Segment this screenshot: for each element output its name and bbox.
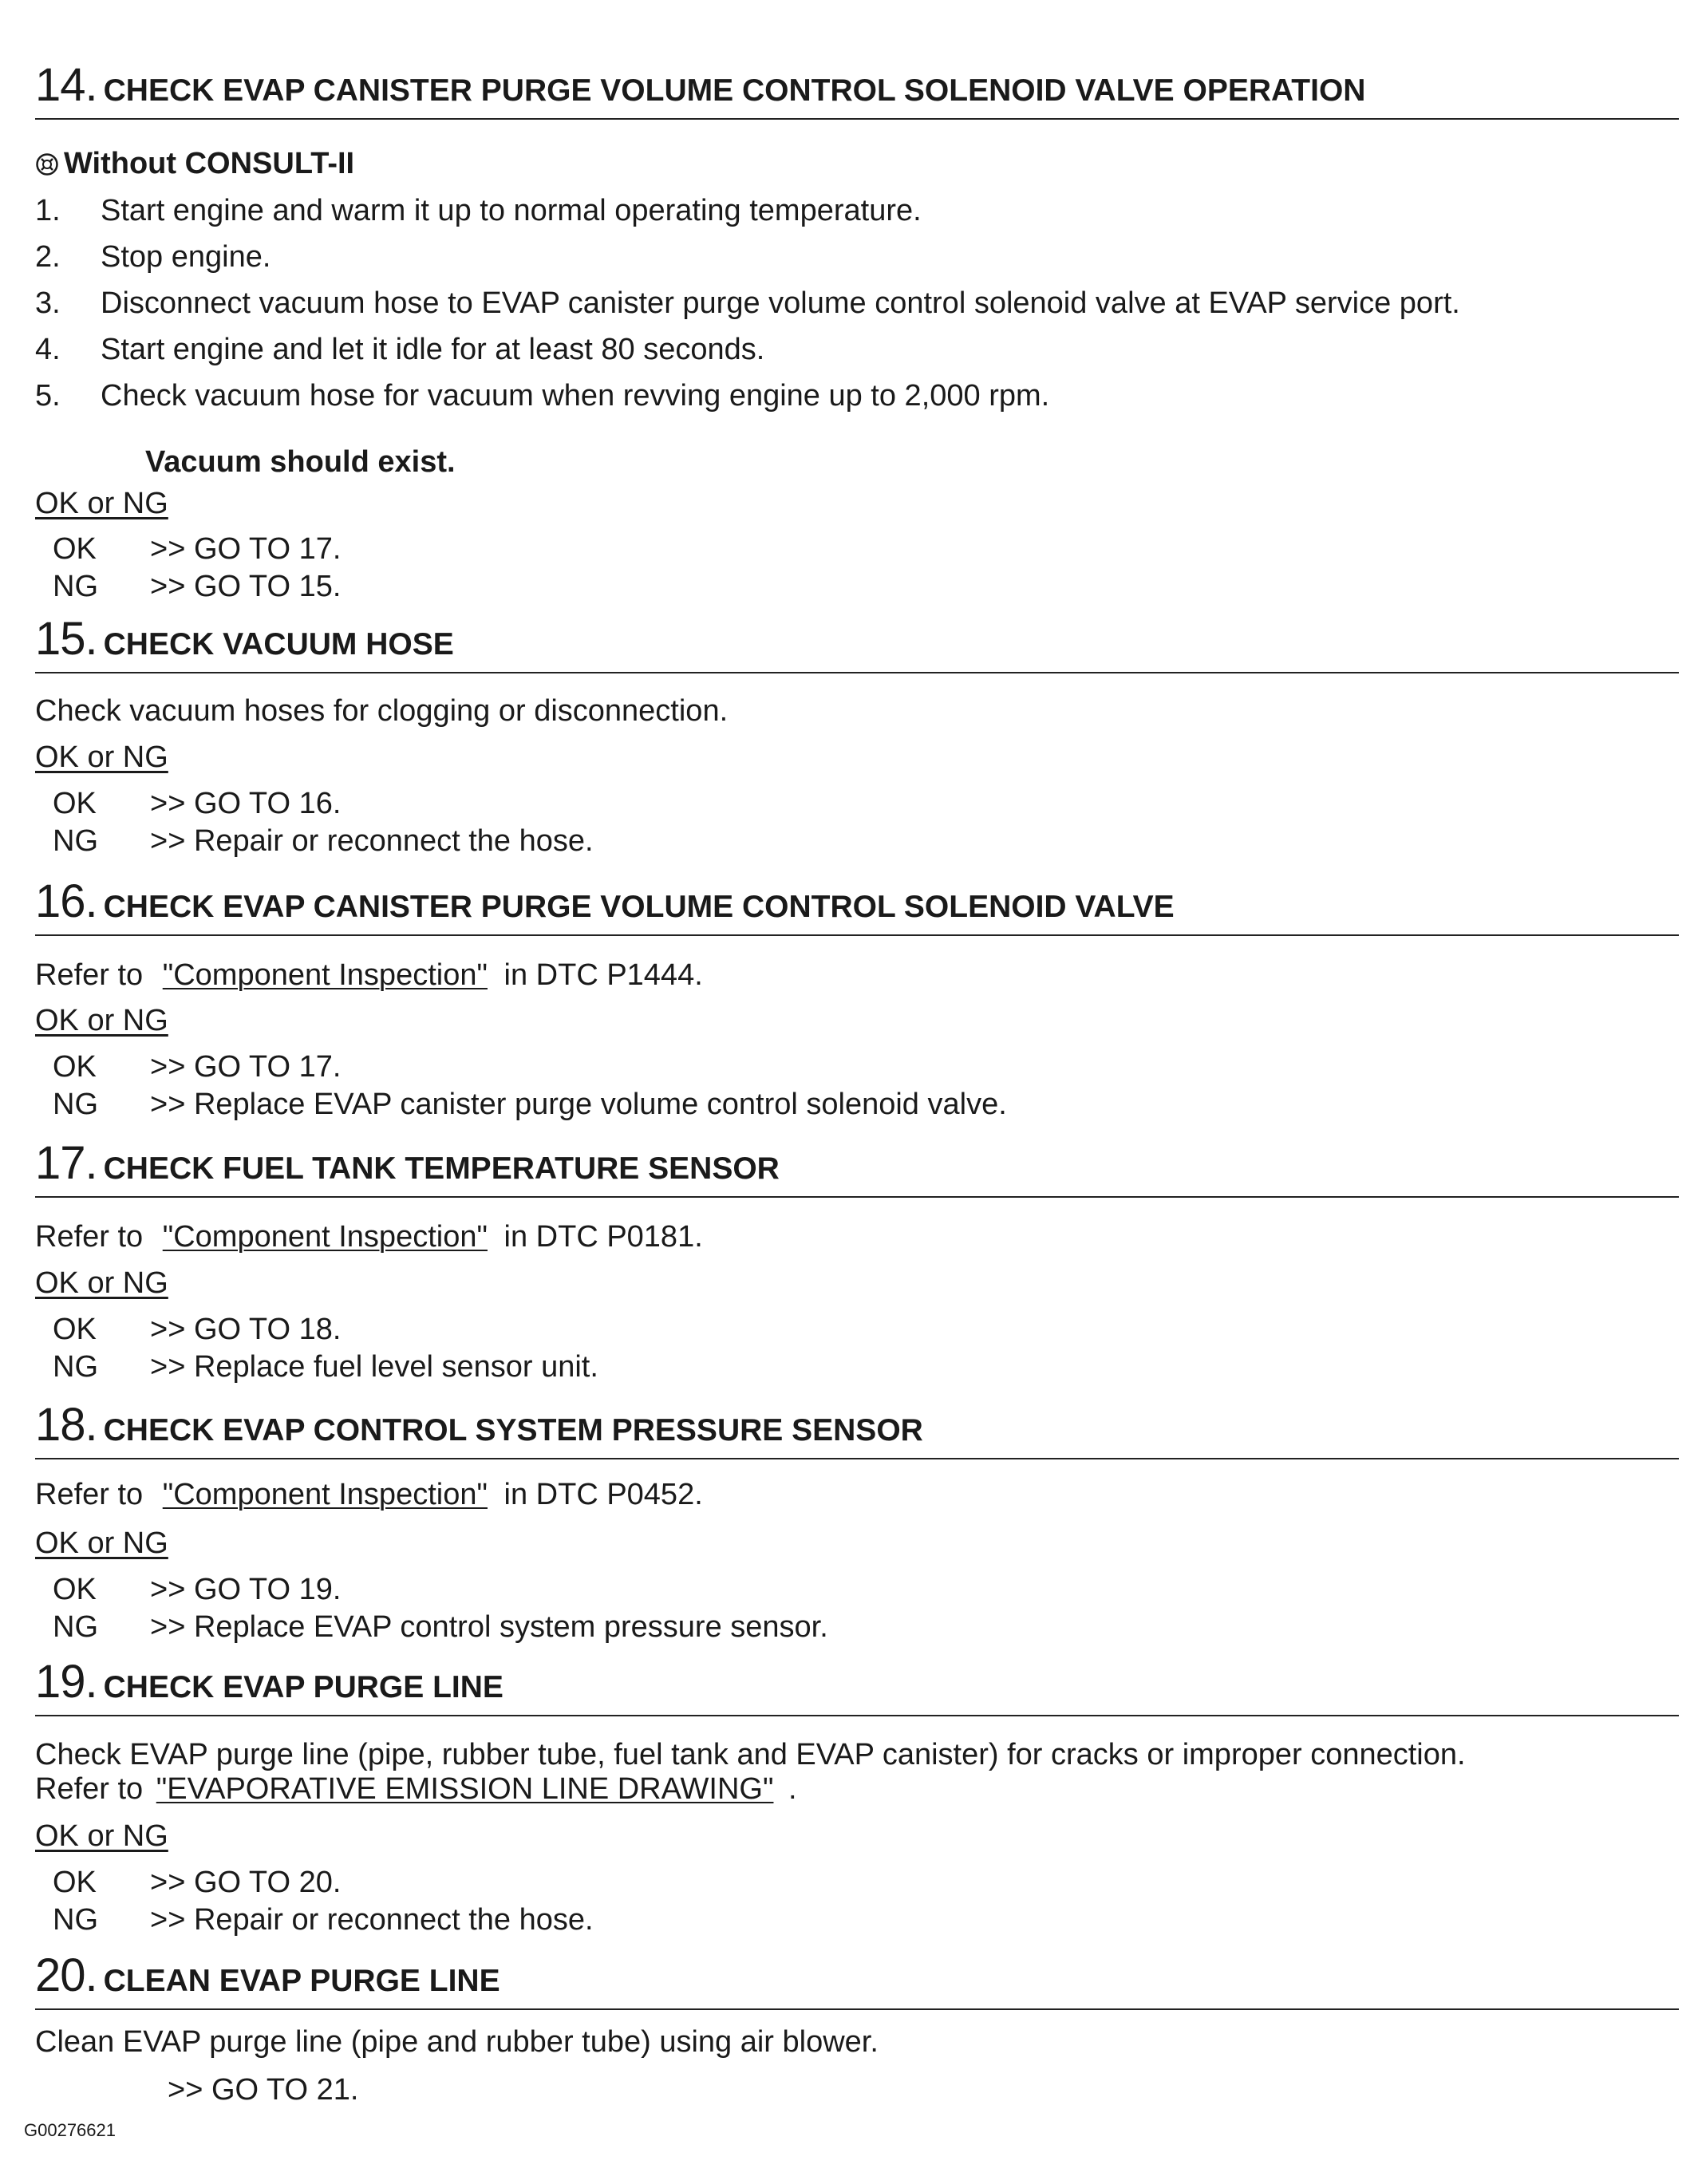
step-18 bbox=[35, 1399, 1679, 1459]
result-text: >> GO TO 18. bbox=[150, 1313, 342, 1346]
refer-suffix: in DTC P0181. bbox=[503, 1220, 703, 1254]
step-number: 17. bbox=[35, 1137, 97, 1189]
divider bbox=[35, 1458, 1679, 1459]
refer-line bbox=[35, 1222, 703, 1252]
component-inspection-link[interactable]: "Component Inspection" bbox=[162, 1478, 488, 1511]
ok-ng-label: OK or NG bbox=[35, 1819, 168, 1853]
step-19 bbox=[35, 1656, 1679, 1716]
ok-ng-label: OK or NG bbox=[35, 487, 168, 520]
step-header bbox=[35, 1656, 1679, 1708]
result-code: OK bbox=[53, 787, 97, 820]
step-title: CHECK EVAP CONTROL SYSTEM PRESSURE SENSOR bbox=[103, 1413, 923, 1447]
result-code: NG bbox=[53, 570, 98, 603]
step-15 bbox=[35, 613, 1679, 673]
component-inspection-link[interactable]: "Component Inspection" bbox=[162, 1220, 488, 1254]
step-16 bbox=[35, 875, 1679, 936]
refer-line bbox=[35, 1479, 703, 1510]
divider bbox=[35, 1715, 1679, 1716]
result-code: OK bbox=[53, 1866, 97, 1899]
ok-ng-label: OK or NG bbox=[35, 1526, 168, 1560]
result-ng bbox=[35, 1905, 594, 1935]
step-header bbox=[35, 59, 1679, 111]
step-header bbox=[35, 613, 1679, 665]
list-text: Stop engine. bbox=[101, 240, 271, 274]
result-code: OK bbox=[53, 1050, 97, 1084]
step-20 bbox=[35, 1949, 1679, 2010]
list-number: 1. bbox=[35, 194, 61, 227]
divider bbox=[35, 2008, 1679, 2010]
refer-prefix: Refer to bbox=[35, 1772, 144, 1806]
step-title: CHECK FUEL TANK TEMPERATURE SENSOR bbox=[103, 1151, 780, 1186]
body-text: Check EVAP purge line (pipe, rubber tube, fuel tank and EVAP canister) for cracks or improper connection. bbox=[35, 1738, 1466, 1771]
body-text: Check vacuum hoses for clogging or disconnection. bbox=[35, 694, 729, 728]
divider bbox=[35, 672, 1679, 673]
list-item bbox=[35, 195, 922, 226]
step-header bbox=[35, 1399, 1679, 1451]
body-text: Clean EVAP purge line (pipe and rubber tube) using air blower. bbox=[35, 2025, 879, 2059]
refer-line bbox=[35, 960, 703, 990]
list-text: Disconnect vacuum hose to EVAP canister purge volume control solenoid valve at EVAP service port. bbox=[101, 286, 1460, 320]
refer-prefix: Refer to bbox=[35, 1478, 144, 1511]
step-title: CHECK VACUUM HOSE bbox=[103, 627, 454, 662]
result-text: >> Repair or reconnect the hose. bbox=[150, 824, 594, 858]
next-step: >> GO TO 21. bbox=[168, 2073, 359, 2107]
result-code: NG bbox=[53, 1903, 98, 1937]
result-ng bbox=[35, 1089, 1007, 1120]
evaporative-emission-line-drawing-link[interactable]: "EVAPORATIVE EMISSION LINE DRAWING" bbox=[156, 1772, 774, 1806]
divider bbox=[35, 1196, 1679, 1198]
result-code: NG bbox=[53, 1350, 98, 1384]
result-code: NG bbox=[53, 824, 98, 858]
result-ng bbox=[35, 1352, 598, 1382]
result-ok bbox=[35, 534, 341, 564]
result-text: >> GO TO 20. bbox=[150, 1866, 342, 1899]
result-text: >> GO TO 16. bbox=[150, 787, 342, 820]
result-ng bbox=[35, 1612, 828, 1642]
refer-prefix: Refer to bbox=[35, 1220, 144, 1254]
result-code: NG bbox=[53, 1610, 98, 1644]
result-ok bbox=[35, 1574, 341, 1605]
result-ng bbox=[35, 826, 594, 856]
refer-prefix: Refer to bbox=[35, 958, 144, 992]
divider bbox=[35, 934, 1679, 936]
step-number: 15. bbox=[35, 613, 97, 665]
result-text: >> Replace EVAP canister purge volume control solenoid valve. bbox=[150, 1088, 1007, 1121]
ok-ng-label: OK or NG bbox=[35, 1266, 168, 1300]
step-title: CHECK EVAP CANISTER PURGE VOLUME CONTROL SOLENOID VALVE bbox=[103, 890, 1175, 924]
step-number: 19. bbox=[35, 1656, 97, 1708]
step-number: 18. bbox=[35, 1399, 97, 1451]
refer-suffix: in DTC P1444. bbox=[503, 958, 703, 992]
result-ok bbox=[35, 788, 341, 819]
list-item bbox=[35, 288, 1460, 318]
list-number: 4. bbox=[35, 333, 61, 366]
result-ok bbox=[35, 1314, 341, 1345]
list-item bbox=[35, 381, 1049, 411]
step-number: 14. bbox=[35, 59, 97, 111]
list-text: Start engine and let it idle for at least 80 seconds. bbox=[101, 333, 765, 366]
refer-line bbox=[35, 1774, 797, 1804]
result-code: OK bbox=[53, 1573, 97, 1606]
subheading-without-consult bbox=[35, 148, 354, 179]
step-14 bbox=[35, 59, 1679, 120]
result-text: >> GO TO 19. bbox=[150, 1573, 342, 1606]
step-title: CHECK EVAP PURGE LINE bbox=[103, 1670, 503, 1704]
result-ok bbox=[35, 1867, 341, 1898]
list-item bbox=[35, 334, 764, 365]
divider bbox=[35, 118, 1679, 120]
result-text: >> Replace EVAP control system pressure sensor. bbox=[150, 1610, 828, 1644]
ok-ng-label: OK or NG bbox=[35, 1004, 168, 1037]
list-text: Check vacuum hose for vacuum when revving engine up to 2,000 rpm. bbox=[101, 379, 1050, 413]
list-number: 5. bbox=[35, 379, 61, 413]
step-title: CHECK EVAP CANISTER PURGE VOLUME CONTROL SOLENOID VALVE OPERATION bbox=[103, 73, 1366, 108]
step-title: CLEAN EVAP PURGE LINE bbox=[103, 1964, 500, 1998]
result-code: OK bbox=[53, 1313, 97, 1346]
spec-text: Vacuum should exist. bbox=[145, 445, 456, 479]
list-number: 2. bbox=[35, 240, 61, 274]
step-header bbox=[35, 1949, 1679, 2001]
refer-suffix: . bbox=[788, 1772, 797, 1806]
ok-ng-label: OK or NG bbox=[35, 741, 168, 774]
result-text: >> GO TO 15. bbox=[150, 570, 342, 603]
result-text: >> Repair or reconnect the hose. bbox=[150, 1903, 594, 1937]
result-code: NG bbox=[53, 1088, 98, 1121]
step-header bbox=[35, 1137, 1679, 1189]
result-ng bbox=[35, 571, 341, 602]
step-number: 20. bbox=[35, 1949, 97, 2001]
result-text: >> GO TO 17. bbox=[150, 532, 342, 566]
no-consult-icon bbox=[35, 152, 59, 176]
step-header bbox=[35, 875, 1679, 927]
list-text: Start engine and warm it up to normal operating temperature. bbox=[101, 194, 922, 227]
step-number: 16. bbox=[35, 875, 97, 927]
step-17 bbox=[35, 1137, 1679, 1198]
subheading-text: Without CONSULT-II bbox=[64, 147, 355, 180]
result-code: OK bbox=[53, 532, 97, 566]
list-item bbox=[35, 242, 271, 272]
result-ok bbox=[35, 1052, 341, 1082]
list-number: 3. bbox=[35, 286, 61, 320]
refer-suffix: in DTC P0452. bbox=[503, 1478, 703, 1511]
result-text: >> GO TO 17. bbox=[150, 1050, 342, 1084]
result-text: >> Replace fuel level sensor unit. bbox=[150, 1350, 598, 1384]
component-inspection-link[interactable]: "Component Inspection" bbox=[162, 958, 488, 992]
figure-code: G00276621 bbox=[24, 2120, 116, 2140]
